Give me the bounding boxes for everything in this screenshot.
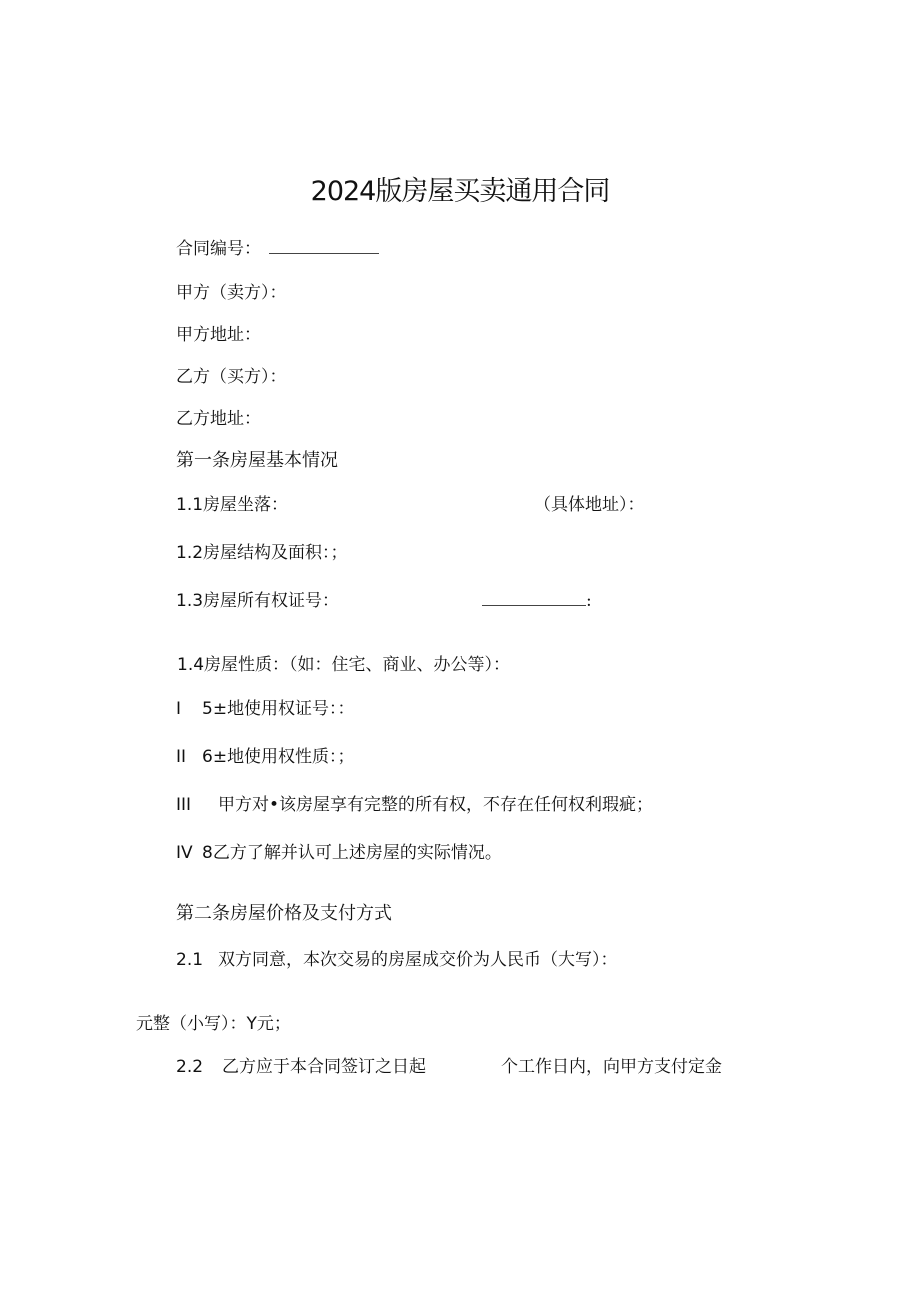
clause-number: 1.1 <box>176 495 204 515</box>
clause-1-3-blank-line <box>482 590 592 612</box>
clause-1-3 <box>176 590 339 612</box>
clause-1-5 <box>176 698 355 720</box>
clause-1-6 <box>176 746 355 768</box>
clause-text: 乙方了解并认可上述房屋的实际情况。 <box>212 843 502 863</box>
yuan-symbol: Y <box>246 1014 257 1034</box>
clause-number: 8 <box>202 843 213 863</box>
party-b-address-label: 乙方地址： <box>176 409 261 429</box>
clause-2-1 <box>176 949 618 971</box>
clause-1-1 <box>176 494 288 516</box>
clause-number: 1.4 <box>177 655 205 675</box>
clause-1-4 <box>177 654 510 676</box>
clause-2-2 <box>176 1056 426 1078</box>
amount-words-label: 元整（小写）： <box>136 1014 247 1034</box>
clause-text: 房屋性质：（如：住宅、商业、办公等）： <box>204 655 511 675</box>
clause-number: 5± <box>202 699 228 719</box>
clause-1-3-suffix: : <box>586 591 592 611</box>
clause-1-8 <box>176 842 502 864</box>
clause-text: 甲方对•该房屋享有完整的所有权，不存在任何权利瑕疵； <box>218 795 654 815</box>
roman-numeral: I <box>176 699 182 719</box>
clause-number: 6± <box>202 747 228 767</box>
roman-numeral: IV <box>176 843 193 863</box>
clause-text: 地使用权证号：： <box>227 699 355 719</box>
clause-1-2 <box>176 542 348 564</box>
clause-text: 地使用权性质：； <box>227 747 355 767</box>
clause-number: 2.2 <box>176 1057 204 1077</box>
party-a-address-label: 甲方地址： <box>176 325 261 345</box>
clause-number: 2.1 <box>176 950 204 970</box>
clause-2-1-continuation <box>136 1013 291 1035</box>
article-2-heading: 第二条房屋价格及支付方式 <box>176 903 392 924</box>
clause-number: 1.2 <box>176 543 204 563</box>
clause-2-2-text-b: 个工作日内，向甲方支付定金 <box>501 1057 722 1077</box>
clause-text: 双方同意，本次交易的房屋成交价为人民币（大写）： <box>218 950 618 970</box>
document-title: 2024版房屋买卖通用合同 <box>310 176 610 207</box>
clause-1-1-suffix: （具体地址）： <box>534 495 645 515</box>
clause-number: 1.3 <box>176 591 204 611</box>
amount-unit: 元； <box>256 1014 291 1034</box>
party-a-label: 甲方（卖方）： <box>176 283 287 303</box>
roman-numeral: II <box>176 747 187 767</box>
roman-numeral: III <box>176 795 192 815</box>
certificate-number-blank <box>482 591 586 606</box>
clause-1-7 <box>176 794 653 816</box>
party-b-label: 乙方（买方）： <box>176 367 287 387</box>
article-1-heading: 第一条房屋基本情况 <box>176 450 338 471</box>
clause-text: 房屋坐落： <box>203 495 289 515</box>
clause-text: 房屋结构及面积：； <box>203 543 348 563</box>
clause-text: 房屋所有权证号： <box>203 591 340 611</box>
contract-number-label: 合同编号： <box>176 239 261 259</box>
clause-text-a: 乙方应于本合同签订之日起 <box>222 1057 426 1077</box>
contract-number-blank <box>269 239 379 254</box>
contract-number-line <box>176 238 379 260</box>
